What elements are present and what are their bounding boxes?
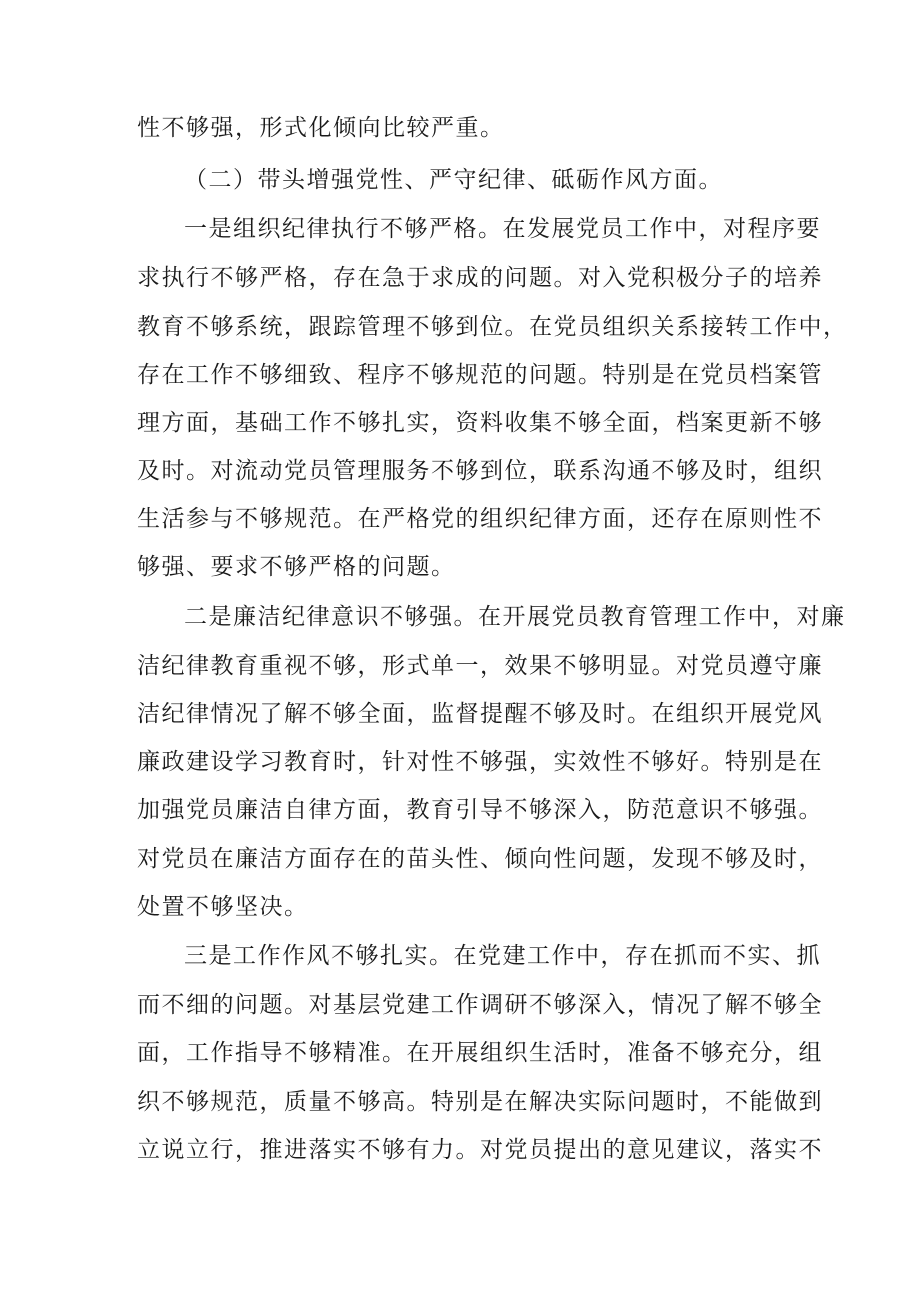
paragraph-1-line: 理方面，基础工作不够扎实，资料收集不够全面，档案更新不够: [137, 410, 823, 436]
paragraph-2-line: 廉政建设学习教育时，针对性不够强，实效性不够好。特别是在: [137, 749, 823, 775]
paragraph-2-line: 对党员在廉洁方面存在的苗头性、倾向性问题，发现不够及时，: [137, 846, 823, 872]
paragraph-1-line: 够强、要求不够严格的问题。: [137, 554, 456, 580]
paragraph-2-line: 处置不够坚决。: [137, 894, 309, 920]
text-line: 性不够强，形式化倾向比较严重。: [137, 115, 505, 141]
paragraph-3-line: 而不细的问题。对基层党建工作调研不够深入，情况了解不够全: [137, 992, 823, 1018]
paragraph-1-line: 生活参与不够规范。在严格党的组织纪律方面，还存在原则性不: [137, 506, 823, 532]
paragraph-1-line: 求执行不够严格，存在急于求成的问题。对入党积极分子的培养: [137, 265, 823, 291]
paragraph-2-line: 洁纪律教育重视不够，形式单一，效果不够明显。对党员遵守廉: [137, 653, 823, 679]
paragraph-1-line: 一是组织纪律执行不够严格。在发展党员工作中，对程序要: [184, 216, 821, 242]
paragraph-2-line: 洁纪律情况了解不够全面，监督提醒不够及时。在组织开展党风: [137, 701, 823, 727]
paragraph-1-line: 及时。对流动党员管理服务不够到位，联系沟通不够及时，组织: [137, 458, 823, 484]
paragraph-3-line: 立说立行，推进落实不够有力。对党员提出的意见建议，落实不: [137, 1137, 823, 1163]
paragraph-3-line: 织不够规范，质量不够高。特别是在解决实际问题时，不能做到: [137, 1089, 823, 1115]
section-heading: （二）带头增强党性、严守纪律、砥砺作风方面。: [184, 167, 723, 193]
paragraph-1-line: 教育不够系统，跟踪管理不够到位。在党员组织关系接转工作中，: [137, 314, 848, 340]
paragraph-2-line: 二是廉洁纪律意识不够强。在开展党员教育管理工作中，对廉: [184, 604, 846, 630]
paragraph-3-line: 三是工作作风不够扎实。在党建工作中，存在抓而不实、抓: [184, 943, 821, 969]
paragraph-2-line: 加强党员廉洁自律方面，教育引导不够深入，防范意识不够强。: [137, 797, 823, 823]
paragraph-3-line: 面，工作指导不够精准。在开展组织生活时，准备不够充分，组: [137, 1040, 823, 1066]
paragraph-1-line: 存在工作不够细致、程序不够规范的问题。特别是在党员档案管: [137, 362, 823, 388]
